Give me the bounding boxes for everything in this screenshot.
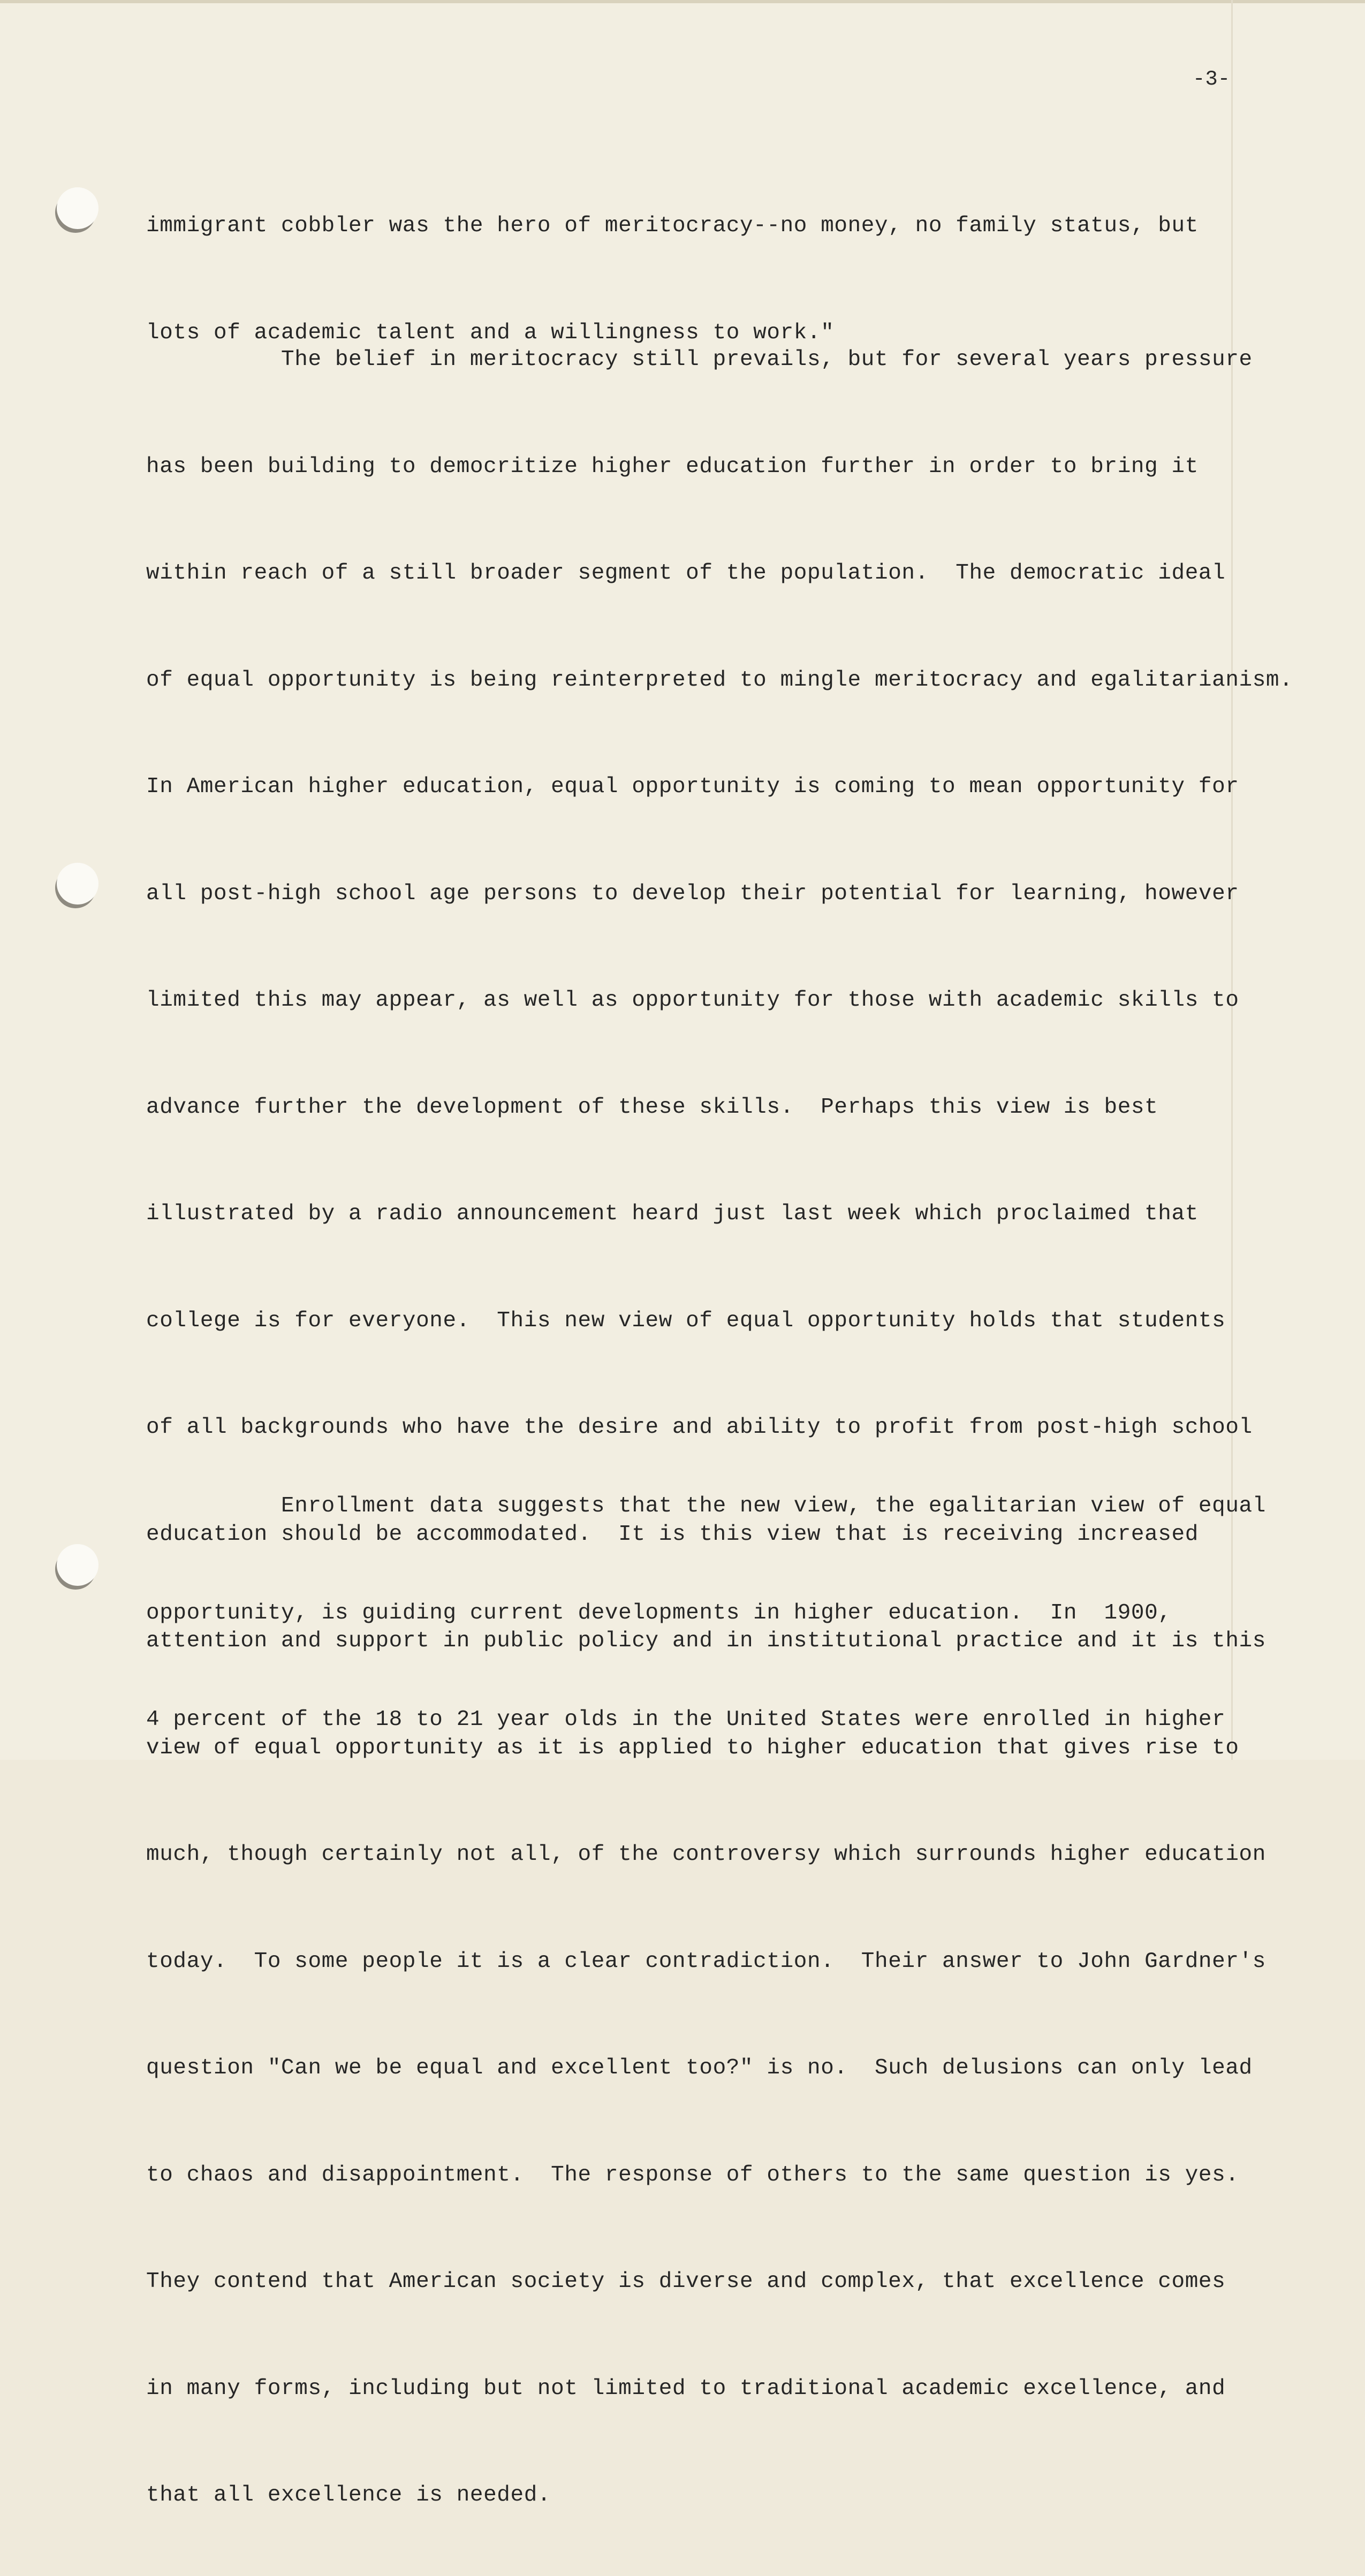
text-line: has been building to democritize higher education further in order to bring it [146, 454, 1199, 479]
page-number: -3- [1193, 67, 1231, 91]
text-line: college is for everyone. This new view of equal opportunity holds that students [146, 1308, 1226, 1333]
text-line: They contend that American society is diverse and complex, that excellence comes [146, 2269, 1226, 2294]
punch-hole [57, 863, 98, 905]
text-line: advance further the development of these skills. Perhaps this view is best [146, 1095, 1158, 1120]
punch-hole [57, 1544, 98, 1586]
text-line: lots of academic talent and a willingness to work." [146, 320, 835, 345]
paragraph-enrollment [146, 1426, 1266, 1800]
page-top-edge [0, 0, 1365, 3]
text-line: opportunity, is guiding current developments in higher education. In 1900, [146, 1600, 1172, 1625]
text-line: In American higher education, equal opportunity is coming to mean opportunity for [146, 774, 1239, 799]
text-line: education should be accommodated. It is this view that is receiving increased [146, 1522, 1199, 1547]
text-line: all post-high school age persons to develop their potential for learning, however [146, 881, 1239, 906]
text-line: in many forms, including but not limited to traditional academic excellence, and [146, 2376, 1226, 2401]
text-line: Enrollment data suggests that the new view, the egalitarian view of equal [146, 1494, 1266, 1518]
text-line: question "Can we be equal and excellent too?" is no. Such delusions can only lead [146, 2056, 1253, 2080]
text-line: of all backgrounds who have the desire and ability to profit from post-high school [146, 1415, 1253, 1440]
text-line: illustrated by a radio announcement heard just last week which proclaimed that [146, 1202, 1199, 1226]
text-line: within reach of a still broader segment of the population. The democratic ideal [146, 561, 1226, 586]
text-line: view of equal opportunity as it is applied to higher education that gives rise to [146, 1735, 1239, 1760]
text-line: today. To some people it is a clear contradiction. Their answer to John Gardner's [146, 1949, 1266, 1974]
text-line: limited this may appear, as well as opportunity for those with academic skills to [146, 988, 1239, 1013]
text-line: immigrant cobbler was the hero of meritocracy--no money, no family status, but [146, 214, 1199, 238]
punch-hole [57, 187, 98, 229]
text-line: attention and support in public policy and in institutional practice and it is this [146, 1629, 1266, 1653]
text-line: of equal opportunity is being reinterpreted to mingle meritocracy and egalitarianism. [146, 667, 1293, 693]
text-line: 4 percent of the 18 to 21 year olds in the United States were enrolled in higher [146, 1707, 1226, 1732]
text-line: that all excellence is needed. [146, 2483, 551, 2507]
text-line: The belief in meritocracy still prevails, but for several years pressure [146, 347, 1253, 372]
text-line: to chaos and disappointment. The response of others to the same question is yes. [146, 2162, 1239, 2187]
text-line: much, though certainly not all, of the controversy which surrounds higher education [146, 1842, 1266, 1867]
